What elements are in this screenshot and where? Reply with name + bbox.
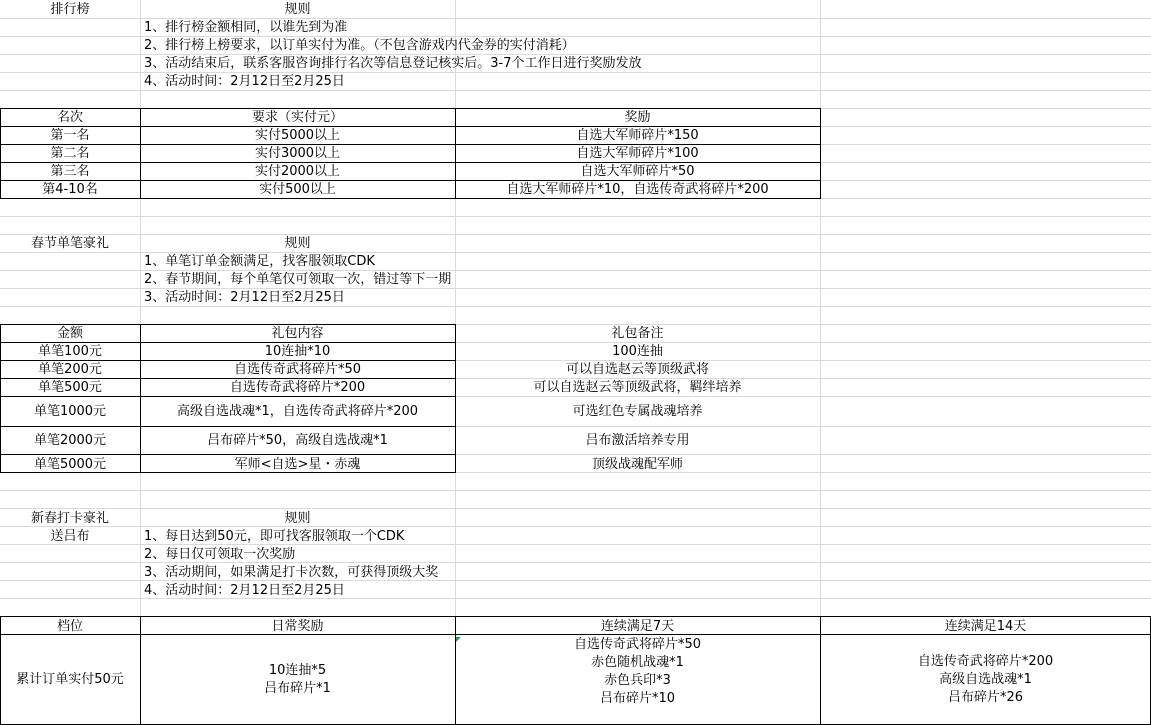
ranking-header-requirement[interactable]: 要求（实付元） [251, 110, 343, 125]
ranking-row-3-rank[interactable]: 第三名 [50, 164, 90, 179]
ranking-row-3-reward[interactable]: 自选大军师碎片*50 [580, 164, 695, 179]
spring-row-2-amount[interactable]: 单笔200元 [38, 362, 102, 377]
checkin-14days-item: 高级自选战魂*1 [939, 672, 1032, 687]
checkin-rule-3[interactable]: 3、活动期间，如果满足打卡次数，可获得顶级大奖 [144, 565, 439, 580]
table-border [0, 454, 456, 455]
checkin-header-tier[interactable]: 档位 [56, 619, 83, 634]
spring-row-6-amount[interactable]: 单笔5000元 [33, 457, 107, 472]
ranking-row-2-rank[interactable]: 第二名 [50, 146, 90, 161]
spring-row-5-amount[interactable]: 单笔2000元 [33, 433, 107, 448]
ranking-row-4-requirement[interactable]: 实付500以上 [259, 182, 336, 197]
ranking-header-rank[interactable]: 名次 [56, 110, 83, 125]
checkin-7days-item: 赤色兵印*3 [604, 673, 671, 688]
ranking-row-1-requirement[interactable]: 实付5000以上 [254, 128, 341, 143]
checkin-rule-2[interactable]: 2、每日仅可领取一次奖励 [144, 547, 296, 562]
spring-row-1-note[interactable]: 100连抽 [612, 344, 663, 359]
checkin-7days-cell[interactable] [455, 636, 820, 708]
ranking-row-1-rank[interactable]: 第一名 [50, 128, 90, 143]
spring-header-amount[interactable]: 金额 [56, 326, 83, 341]
spring-row-1-content[interactable]: 10连抽*10 [264, 344, 331, 359]
checkin-rules-header[interactable]: 规则 [284, 511, 311, 526]
checkin-7days-item: 自选传奇武将碎片*50 [573, 637, 702, 652]
spring-rule-2[interactable]: 2、春节期间，每个单笔仅可领取一次，错过等下一期 [144, 272, 452, 287]
ranking-rule-1[interactable]: 1、排行榜金额相同，以谁先到为准 [144, 20, 348, 35]
checkin-rule-4[interactable]: 4、活动时间：2月12日至2月25日 [144, 583, 345, 598]
checkin-title-line-1[interactable]: 新春打卡豪礼 [30, 511, 109, 526]
checkin-header-14days[interactable]: 连续满足14天 [944, 619, 1027, 634]
ranking-rule-3[interactable]: 3、活动结束后，联系客服咨询排行名次等信息登记核实后。3-7个工作日进行奖励发放 [144, 56, 642, 71]
table-border [0, 426, 456, 427]
ranking-row-1-reward[interactable]: 自选大军师碎片*150 [576, 128, 699, 143]
spring-row-3-note[interactable]: 可以自选赵云等顶级武将，羁绊培养 [533, 380, 742, 395]
spring-row-4-amount[interactable]: 单笔1000元 [33, 404, 107, 419]
spring-rule-1[interactable]: 1、单笔订单金额满足，找客服领取CDK [144, 254, 375, 269]
ranking-row-2-requirement[interactable]: 实付3000以上 [254, 146, 341, 161]
spring-row-6-note[interactable]: 顶级战魂配军师 [591, 457, 683, 472]
spring-row-5-content[interactable]: 吕布碎片*50，高级自选战魂*1 [207, 433, 388, 448]
ranking-row-2-reward[interactable]: 自选大军师碎片*100 [576, 146, 699, 161]
ranking-rules-header[interactable]: 规则 [284, 2, 311, 17]
spring-row-4-note[interactable]: 可选红色专属战魂培养 [572, 404, 703, 419]
checkin-rule-1[interactable]: 1、每日达到50元，即可找客服领取一个CDK [144, 529, 405, 544]
checkin-daily-item: 10连抽*5 [268, 663, 327, 678]
ranking-rule-4[interactable]: 4、活动时间：2月12日至2月25日 [144, 74, 345, 89]
grid-row-line [0, 508, 1151, 509]
spring-rule-3[interactable]: 3、活动时间：2月12日至2月25日 [144, 290, 345, 305]
spring-header-content[interactable]: 礼包内容 [271, 326, 324, 341]
spring-header-note[interactable]: 礼包备注 [611, 326, 664, 341]
checkin-title-line-2[interactable]: 送吕布 [50, 529, 90, 544]
spring-title[interactable]: 春节单笔豪礼 [30, 236, 109, 251]
spring-rules-header[interactable]: 规则 [284, 236, 311, 251]
checkin-daily-item: 吕布碎片*1 [264, 681, 331, 696]
spring-row-2-note[interactable]: 可以自选赵云等顶级武将 [565, 362, 709, 377]
ranking-title[interactable]: 排行榜 [50, 2, 90, 17]
table-border [820, 108, 821, 199]
checkin-daily-cell[interactable] [140, 636, 455, 724]
table-border [0, 616, 1151, 617]
ranking-row-4-rank[interactable]: 第4-10名 [42, 182, 98, 197]
checkin-7days-item: 吕布碎片*10 [599, 691, 676, 706]
spring-row-5-note[interactable]: 吕布激活培养专用 [585, 433, 690, 448]
spring-row-3-content[interactable]: 自选传奇武将碎片*200 [229, 380, 366, 395]
grid-row-line [0, 216, 1151, 217]
spring-row-6-content[interactable]: 军师<自选>星・赤魂 [234, 457, 361, 472]
ranking-header-reward[interactable]: 奖励 [624, 110, 651, 125]
grid-row-line [0, 490, 1151, 491]
checkin-header-daily[interactable]: 日常奖励 [271, 619, 324, 634]
spring-row-2-content[interactable]: 自选传奇武将碎片*50 [233, 362, 362, 377]
checkin-row-label[interactable]: 累计订单实付50元 [16, 672, 124, 687]
checkin-14days-item: 自选传奇武将碎片*200 [917, 654, 1054, 669]
spring-row-4-content[interactable]: 高级自选战魂*1，自选传奇武将碎片*200 [176, 404, 419, 419]
checkin-header-7days[interactable]: 连续满足7天 [600, 619, 675, 634]
spring-row-1-amount[interactable]: 单笔100元 [38, 344, 102, 359]
ranking-row-4-reward[interactable]: 自选大军师碎片*10，自选传奇武将碎片*200 [506, 182, 769, 197]
checkin-7days-item: 赤色随机战魂*1 [591, 655, 684, 670]
ranking-row-3-requirement[interactable]: 实付2000以上 [254, 164, 341, 179]
spring-row-3-amount[interactable]: 单笔500元 [38, 380, 102, 395]
cell-comment-marker-icon[interactable] [456, 637, 461, 642]
checkin-14days-cell[interactable] [820, 636, 1151, 724]
ranking-rule-2[interactable]: 2、排行榜上榜要求，以订单实付为准。（不包含游戏内代金券的实付消耗） [144, 38, 575, 53]
checkin-14days-item: 吕布碎片*26 [947, 690, 1024, 705]
